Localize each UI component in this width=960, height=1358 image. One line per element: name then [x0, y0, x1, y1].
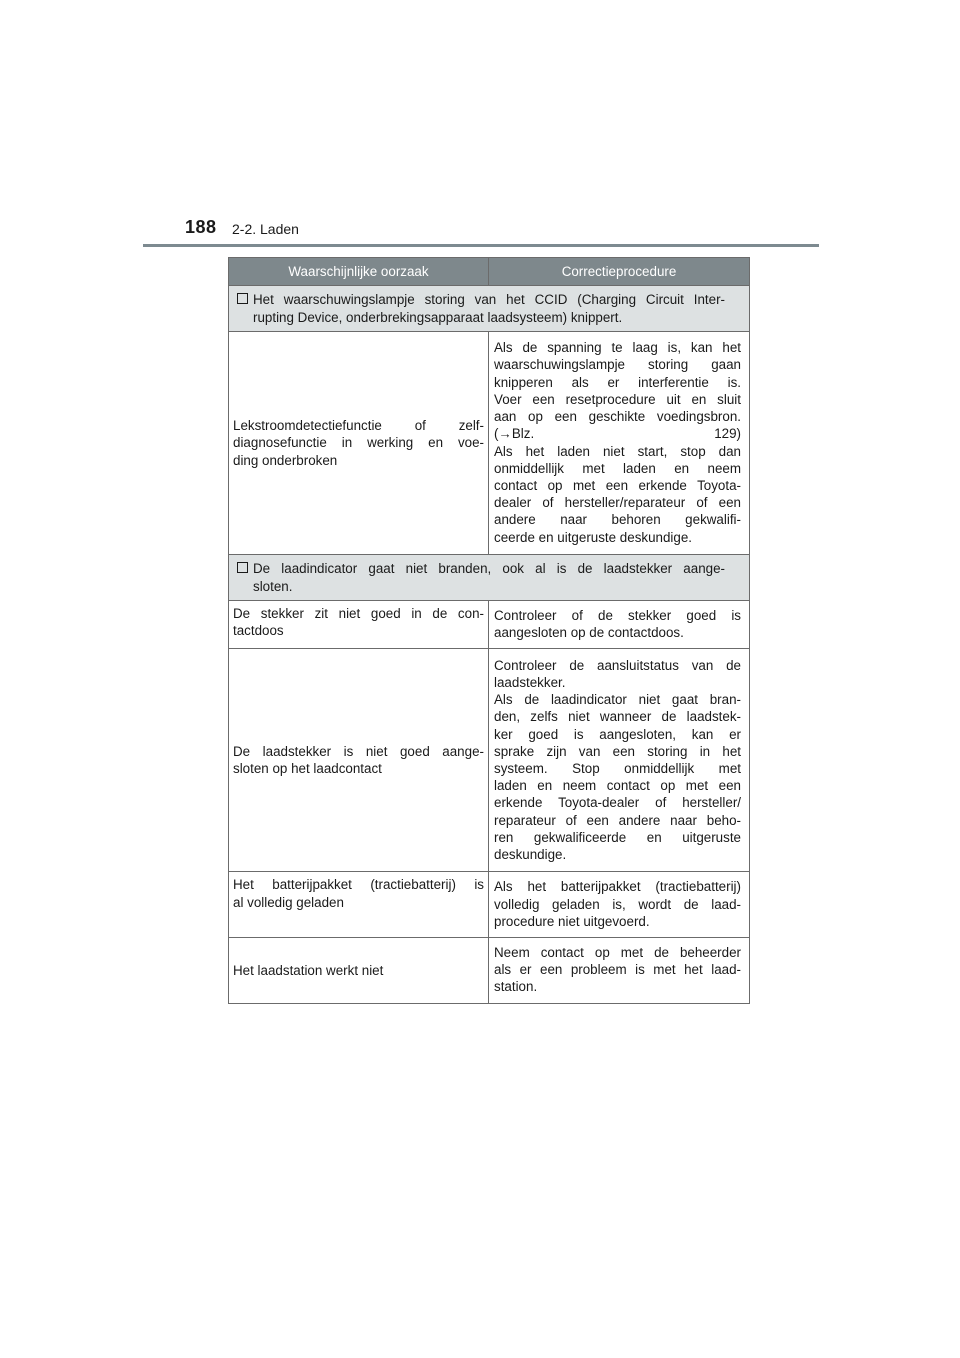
- text-line: Als het laden niet start, stop dan: [494, 443, 741, 459]
- remedy-cell: [489, 601, 750, 649]
- cause-cell: [229, 938, 489, 1004]
- condition-row: [229, 555, 750, 601]
- condition-cell: [229, 555, 750, 601]
- text-line: volledig geladen is, wordt de laad-: [494, 896, 741, 912]
- header-rule: [143, 244, 819, 247]
- text-line: Het batterijpakket (tractiebatterij) is: [233, 877, 484, 893]
- text-line: sloten op het laadcontact: [233, 761, 382, 777]
- section-title: 2-2. Laden: [232, 221, 299, 237]
- text-line: systeem. Stop onmiddellijk met: [494, 760, 741, 776]
- text-line: Voer een resetprocedure uit en sluit: [494, 391, 741, 407]
- cause-cell: [229, 872, 489, 938]
- table-row: [229, 332, 750, 555]
- condition-line: sloten.: [253, 578, 293, 594]
- text-line: al volledig geladen: [233, 894, 344, 910]
- text-line: als er een probleem is met het laad-: [494, 962, 741, 978]
- column-header-remedy: Correctieprocedure: [489, 258, 750, 286]
- remedy-cell: [489, 938, 750, 1004]
- text-line: Controleer de aansluitstatus van de: [494, 657, 741, 673]
- text-line: waarschuwingslampje storing gaan: [494, 357, 741, 373]
- text-line: onmiddellijk met laden en neem: [494, 460, 741, 476]
- text-line: andere naar behoren gekwalifi-: [494, 512, 741, 528]
- text-line: ding onderbroken: [233, 452, 338, 468]
- condition-row: [229, 286, 750, 332]
- table-row: [229, 649, 750, 872]
- text-line: Controleer of de stekker goed is: [494, 608, 741, 623]
- condition-text: [237, 560, 741, 594]
- text-line: reparateur of een andere naar beho-: [494, 812, 741, 828]
- table-body: [229, 286, 750, 1004]
- text-line: tactdoos: [233, 623, 284, 639]
- text-line: station.: [494, 979, 538, 995]
- page-number: 188: [185, 217, 217, 237]
- text-line: laadstekker.: [494, 674, 566, 690]
- table-header-row: [229, 258, 750, 286]
- text-line: erkende Toyota-dealer of hersteller/: [494, 795, 741, 811]
- text-line: sprake zijn van een storing in het: [494, 743, 741, 759]
- troubleshooting-table: [228, 257, 750, 1004]
- condition-text: [237, 291, 741, 325]
- cause-cell: [229, 332, 489, 555]
- table-row: [229, 938, 750, 1004]
- text-line: ren gekwalificeerde en uitgeruste: [494, 829, 741, 845]
- text-line: Lekstroomdetectiefunctie of zelf-: [233, 418, 484, 434]
- text-line: den, zelfs niet wanneer de laadstek-: [494, 709, 741, 725]
- condition-line: De laadindicator gaat niet branden, ook al is de laadstekker aange-: [253, 561, 725, 577]
- table-row: [229, 872, 750, 938]
- condition-line: rupting Device, onderbrekingsapparaat laadsysteem) knippert.: [253, 309, 623, 325]
- text-line: Als de laadindicator niet gaat bran-: [494, 692, 741, 708]
- text-line: diagnosefunctie in werking en voe-: [233, 435, 484, 451]
- cause-cell: [229, 649, 489, 872]
- text-line: Neem contact op met de beheerder: [494, 945, 741, 961]
- cause-cell: [229, 601, 489, 649]
- condition-line: Het waarschuwingslampje storing van het CCID (Charging Circuit Inter-: [253, 292, 725, 308]
- remedy-cell: [489, 872, 750, 938]
- remedy-cell: [489, 332, 750, 555]
- text-line: ker goed is aangesloten, kan er: [494, 726, 741, 742]
- text-line: ceerde en uitgeruste deskundige.: [494, 529, 693, 545]
- table-row: [229, 601, 750, 649]
- checkbox-icon: [237, 562, 248, 573]
- text-line: procedure niet uitgevoerd.: [494, 913, 650, 929]
- text-line: laden en neem contact op met een: [494, 778, 741, 794]
- text-line: aangesloten op de contactdoos.: [494, 625, 684, 641]
- text-line: contact op met een erkende Toyota-: [494, 477, 741, 493]
- text-line: De stekker zit niet goed in de con-: [233, 606, 484, 621]
- text-line: knipperen als er interferentie is.: [494, 374, 741, 390]
- column-header-cause: Waarschijnlijke oorzaak: [229, 258, 489, 286]
- text-line: Als de spanning te laag is, kan het: [494, 340, 741, 356]
- text-line: (→Blz. 129): [494, 426, 741, 442]
- text-line: Als het batterijpakket (tractiebatterij): [494, 879, 741, 895]
- text-line: De laadstekker is niet goed aange-: [233, 744, 484, 760]
- text-line: dealer of hersteller/reparateur of een: [494, 495, 741, 511]
- text-line: aan op een geschikte voedingsbron.: [494, 409, 741, 425]
- remedy-cell: [489, 649, 750, 872]
- condition-cell: [229, 286, 750, 332]
- text-line: Het laadstation werkt niet: [233, 962, 384, 978]
- checkbox-icon: [237, 293, 248, 304]
- text-line: deskundige.: [494, 846, 567, 862]
